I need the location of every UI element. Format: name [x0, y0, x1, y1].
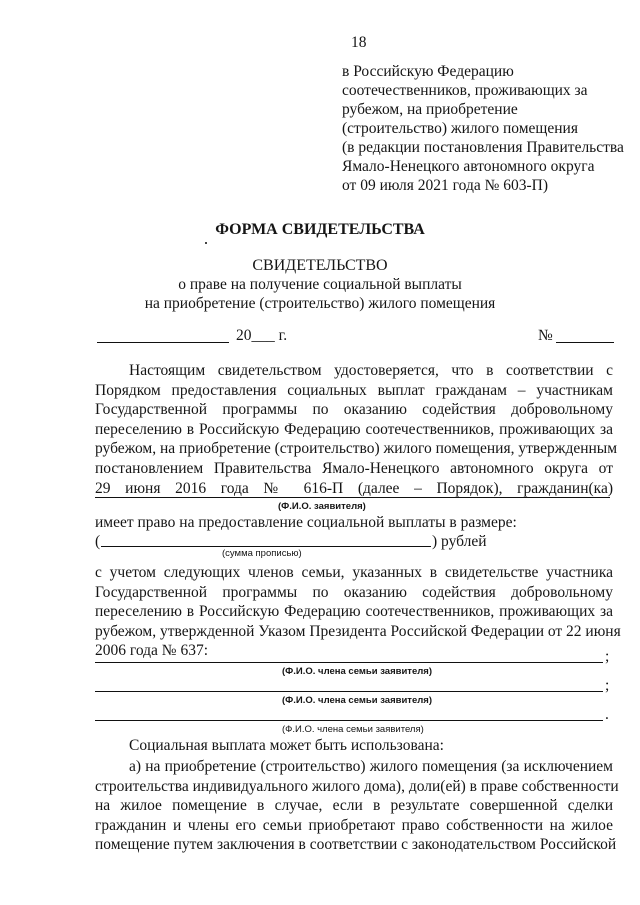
- paragraph-usage-a: [95, 757, 619, 855]
- text-line: строительства индивидуального жилого дома), доли(ей) в праве собственности: [95, 777, 619, 795]
- certificate-subtitle: о праве на получение социальной выплаты: [178, 276, 462, 293]
- header-line: в Российскую Федерацию: [342, 63, 514, 80]
- text-line: Порядком предоставления социальных выплат гражданам – участникам: [95, 381, 613, 399]
- applicant-caption: (Ф.И.О. заявителя): [278, 501, 366, 512]
- header-line: Ямало-Ненецкого автономного округа: [342, 158, 595, 175]
- text-line: постановлением Правительства Ямало-Ненецкого автономного округа от: [95, 459, 613, 477]
- amount-words-line[interactable]: [101, 546, 431, 547]
- text-line: рубежом, на приобретение (строительство) жилого помещения, утвержденным: [95, 440, 618, 458]
- text-line: 2006 года № 637:: [95, 642, 209, 660]
- certificate-title: СВИДЕТЕЛЬСТВО: [252, 257, 388, 274]
- page-number: 18: [351, 34, 367, 51]
- family-member-caption: (Ф.И.О. члена семьи заявителя): [282, 724, 424, 735]
- header-line: рубежом, на приобретение: [342, 101, 518, 118]
- scan-dot: [205, 242, 207, 244]
- entitled-text: имеет право на предоставление социальной выплаты в размере:: [95, 514, 517, 531]
- text-line: гражданин и члены его семьи приобретают право собственности на жилое: [95, 816, 613, 834]
- form-title: ФОРМА СВИДЕТЕЛЬСТВА: [215, 221, 425, 238]
- amount-caption: (сумма прописью): [222, 548, 302, 559]
- text-line: с учетом следующих членов семьи, указанных в свидетельстве участника: [95, 564, 613, 581]
- text-line: переселению в Российскую Федерацию соотечественников, проживающих за: [95, 603, 613, 621]
- text-line: 29 июня 2016 года № 616-П (далее – Порядок), гражданин(ка): [95, 479, 613, 497]
- text-line: а) на приобретение (строительство) жилого помещения (за исключением: [129, 758, 613, 775]
- date-year: 20___ г.: [236, 327, 288, 344]
- family-member-caption: (Ф.И.О. члена семьи заявителя): [282, 695, 432, 706]
- text-line: Государственной программы по оказанию содействия добровольному: [95, 401, 613, 419]
- line-end-mark: ;: [605, 648, 610, 665]
- line-end-mark: ;: [605, 677, 610, 694]
- date-blank-line[interactable]: [97, 342, 229, 343]
- amount-close: ) рублей: [432, 533, 487, 550]
- paragraph-family: [95, 563, 621, 661]
- header-line: (в редакции постановления Правительства: [342, 139, 624, 156]
- family-member-caption: (Ф.И.О. члена семьи заявителя): [282, 666, 432, 677]
- text-line: рубежом, утвержденной Указом Президента Российской Федерации от 22 июня: [95, 622, 621, 640]
- text-line: помещение путем заключения в соответствии с законодательством Российской: [95, 836, 617, 854]
- text-line: на жилое помещение в случае, если в результате совершенной сделки: [95, 797, 613, 815]
- certificate-subtitle: на приобретение (строительство) жилого помещения: [144, 295, 496, 312]
- family-member-line-1[interactable]: [95, 662, 603, 663]
- usage-intro: Социальная выплата может быть использована:: [129, 737, 444, 754]
- text-line: Государственной программы по оказанию содействия добровольному: [95, 583, 613, 601]
- family-member-line-2[interactable]: [95, 691, 603, 692]
- family-member-line-3[interactable]: [95, 720, 603, 721]
- applicant-name-line[interactable]: [95, 497, 610, 498]
- header-line: соотечественников, проживающих за: [342, 82, 588, 99]
- text-line: Настоящим свидетельством удостоверяется, что в соответствии с: [129, 362, 613, 379]
- line-end-mark: .: [605, 706, 609, 723]
- appendix-header: [342, 62, 624, 195]
- amount-open-paren: (: [95, 533, 101, 550]
- header-line: (строительство) жилого помещения: [342, 120, 578, 137]
- text-line: переселению в Российскую Федерацию соотечественников, проживающих за: [95, 420, 613, 438]
- header-line: от 09 июля 2021 года № 603-П): [342, 177, 549, 194]
- number-label: №: [538, 327, 553, 344]
- number-blank-line[interactable]: [556, 342, 614, 343]
- paragraph-intro: [95, 361, 618, 498]
